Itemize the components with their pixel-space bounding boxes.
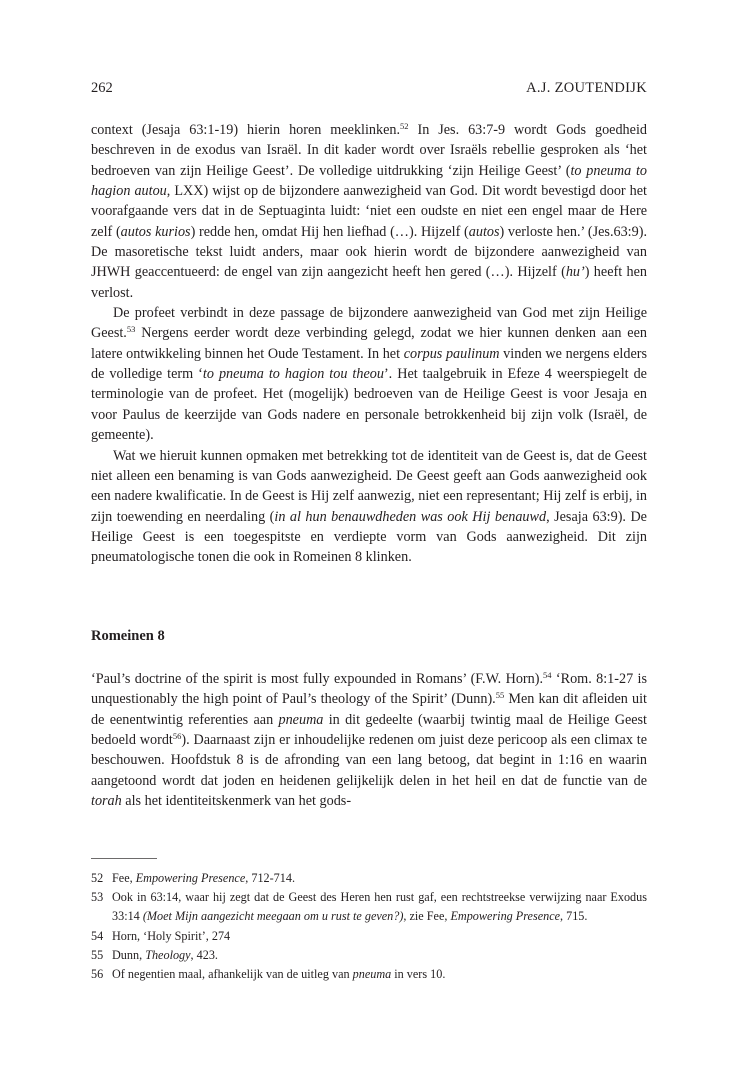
text-run: , zie Fee, bbox=[403, 909, 451, 924]
italic-run: pneuma bbox=[278, 711, 324, 728]
footnote-separator bbox=[91, 858, 157, 859]
paragraph-2 bbox=[91, 303, 647, 445]
text-run: ). Daarnaast zijn er inhoudelijke redenen om juist deze pericoop als een climax te beschouwen. Hoofdstuk 8 is de afronding van een lang betoog, dat begint in 1:16 en waarin aangetoond wordt dat joden en heidenen gelijkelijk delen in het heil en dat de functie van de bbox=[91, 732, 648, 789]
footnote-number: 53 bbox=[91, 890, 104, 905]
footnote-54 bbox=[91, 927, 647, 946]
paragraph-3 bbox=[91, 446, 647, 568]
footnote-ref-55[interactable]: 55 bbox=[495, 690, 505, 701]
text-run: Wat we hieruit kunnen opmaken met betrekking tot de identiteit van de Geest is, dat de Geest niet alleen een benaming is van Gods aanwezigheid. De Geest geeft aan Gods aanwezigheid ook een nadere kwalificatie. In de Geest is Hij zelf aanwezig, niet een representant; Hij zelf is erbij, in zijn toewending en neerdaling ( bbox=[91, 447, 647, 525]
italic-run: in al hun benauwdheden was ook Hij benauwd bbox=[274, 508, 547, 525]
text-run: De profeet verbindt in deze passage de bijzondere aanwezigheid van God met zijn Heilige Geest. bbox=[91, 305, 647, 342]
italic-run: autos kurios bbox=[120, 223, 191, 240]
italic-run: hu’ bbox=[565, 264, 585, 281]
text-run: Ook in 63:14, waar hij zegt dat de Geest des Heren hen rust gaf, een rechtstreekse verwijzing naar Exodus 33:14 bbox=[112, 890, 647, 924]
running-head-author: A.J. ZOUTENDIJK bbox=[526, 80, 647, 96]
paragraph-1 bbox=[91, 120, 647, 303]
text-run: als het identiteitskenmerk van het gods- bbox=[121, 793, 352, 810]
italic-run: pneuma bbox=[352, 967, 392, 982]
italic-run: corpus paulinum bbox=[403, 345, 500, 362]
footnote-ref-53[interactable]: 53 bbox=[126, 324, 136, 335]
paragraph-4 bbox=[91, 669, 647, 811]
text-run: In Jes. 63:7-9 wordt Gods goedheid beschreven in de exodus van Israël. In dit kader wordt over Israëls rebellie gesproken als ‘het bedroeven van zijn Heilige Geest’. De volledige uitdrukking ‘zijn Heilige Geest’ ( bbox=[91, 122, 647, 179]
footnote-number: 56 bbox=[91, 967, 104, 982]
text-run: Men kan dit afleiden uit de eenentwintig referenties aan bbox=[91, 691, 647, 728]
footnote-ref-52[interactable]: 52 bbox=[400, 121, 409, 131]
text-run: , Jesaja 63:9). De Heilige Geest is een toegespitste en verdiepte vorm van Gods aanwezigheid. Dit zijn pneumatologische tonen die ook in Romeinen 8 klinken. bbox=[91, 508, 647, 566]
italic-run: torah bbox=[91, 793, 122, 810]
text-run: in dit gedeelte (waarbij twintig maal de Heilige Geest bedoeld wordt bbox=[91, 711, 648, 749]
text-run: ‘Paul’s doctrine of the spirit is most fully expounded in Romans’ (F.W. Horn). bbox=[91, 671, 544, 687]
section-heading: Romeinen 8 bbox=[91, 628, 165, 644]
footnote-number: 52 bbox=[91, 871, 104, 885]
body-text-block-1 bbox=[91, 120, 647, 568]
text-run: Of negentien maal, afhankelijk van de uitleg van bbox=[112, 967, 353, 982]
text-run: in vers 10. bbox=[391, 967, 446, 982]
footnotes bbox=[91, 869, 647, 984]
text-run: Horn, ‘Holy Spirit’, 274 bbox=[112, 928, 231, 943]
italic-run: Empowering Presence bbox=[450, 909, 561, 924]
text-run: Dunn, bbox=[112, 947, 146, 962]
text-run: ) heeft hen verlost. bbox=[91, 264, 647, 301]
text-run: Fee, bbox=[112, 871, 136, 885]
text-run: context (Jesaja 63:1-19) hierin horen meeklinken. bbox=[91, 122, 401, 138]
text-run: ) verloste hen.’ (Jes.63:9). De masoretische tekst luidt anders, maar ook hierin wordt de bijzondere aanwezigheid van JHWH geaccentueerd: de engel van zijn aangezicht heeft hen gered (…). Hijzelf ( bbox=[91, 223, 647, 281]
text-run: ‘Rom. 8:1-27 is unquestionably the high point of Paul’s theology of the Spirit’ (Dunn). bbox=[91, 671, 648, 708]
footnote-text bbox=[112, 888, 647, 926]
text-run: , 715. bbox=[560, 909, 588, 924]
text-run: , 423. bbox=[190, 947, 218, 962]
italic-run: to pneuma to hagion autou bbox=[91, 162, 647, 200]
footnote-56 bbox=[91, 965, 647, 984]
footnote-53 bbox=[91, 888, 647, 926]
footnote-number: 55 bbox=[91, 947, 104, 962]
italic-run: autos bbox=[468, 223, 500, 240]
text-run: ’. Het taalgebruik in Efeze 4 weerspiegelt de terminologie van de profeet. Het (mogelijk) bedroeven van de Heilige Geest is voor Jesaja en voor Paulus de keerzijde van Gods nadere en personale betrokkenheid bij zijn volk (Israël, de gemeente). bbox=[91, 366, 647, 444]
italic-run: (Moet Mijn aangezicht meegaan om u rust te geven?) bbox=[142, 909, 404, 924]
footnote-55 bbox=[91, 946, 647, 965]
page-number: 262 bbox=[91, 80, 113, 96]
text-run: vinden we nergens elders de volledige term ‘ bbox=[91, 345, 647, 383]
italic-run: to pneuma to hagion tou theou bbox=[202, 366, 384, 383]
footnote-52 bbox=[91, 869, 647, 888]
footnote-text bbox=[112, 946, 647, 965]
text-run: Nergens eerder wordt deze verbinding gelegd, zodat we hier kunnen denken aan een latere ontwikkeling binnen het Oude Testament. In het bbox=[91, 325, 647, 362]
text-run: ) redde hen, omdat Hij hen liefhad (…). Hijzelf ( bbox=[190, 223, 469, 240]
footnote-text bbox=[112, 869, 647, 888]
text-run: , LXX) wijst op de bijzondere aanwezigheid van God. Dit wordt bevestigd door het voorafgaande vers dat in de Septuaginta luidt: ‘niet een oudste en niet een engel maar de Here zelf ( bbox=[91, 183, 647, 240]
text-run: , 712-714. bbox=[245, 871, 296, 885]
footnote-number: 54 bbox=[91, 928, 104, 943]
italic-run: Theology bbox=[145, 947, 191, 962]
footnote-text bbox=[112, 965, 647, 984]
footnote-text bbox=[112, 927, 647, 946]
footnote-ref-56[interactable]: 56 bbox=[172, 731, 182, 742]
body-text-block-2 bbox=[91, 669, 647, 811]
footnote-ref-54[interactable]: 54 bbox=[543, 670, 552, 680]
italic-run: Empowering Presence bbox=[135, 871, 246, 885]
